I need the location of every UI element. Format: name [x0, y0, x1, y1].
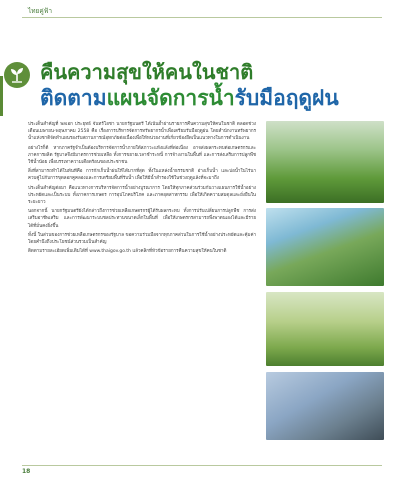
title-part-c: รับมือฤดูฝน [234, 86, 339, 110]
title-accent-bar [0, 76, 3, 116]
paragraph: ประเด็นสำคัญที่ พลเอก ประยุทธ์ จันทร์โอชา นายกรัฐมนตรี ได้เน้นย้ำผ่านรายการคืนความสุขให้คนในชาติ ตลอดช่วงเดือนเมษายน-พฤษภาคม 2558 คือ เรื่องการบริหารจัดการทรัพยากรน้ำเพื่อเตรียมรับมือฤดูฝน โดยสำนักงานทรัพยากรน้ำแห่งชาติจัดทำแผนรองรับสถานการณ์อุทกภัยต่อเนื่องเพื่อให้หน่วยงานที่เกี่ยวข้องยึดเป็นแนวทางในการดำเนินงาน [28, 122, 256, 142]
title-part-a: ติดตาม [40, 86, 107, 110]
paragraph: ทั้งนี้ ในส่วนของการช่วยเหลือเกษตรกรของรัฐบาล ขอความร่วมมือจากทุกภาคส่วนในการใช้น้ำอย่างประหยัดและคุ้มค่า โดยคำนึงถึงประโยชน์ส่วนรวมเป็นสำคัญ [28, 232, 256, 246]
rice-field-photo [266, 121, 384, 203]
title-part-b: แผนจัดการน้ำ [106, 86, 235, 110]
paragraph: ติดตามรายละเอียดเพิ่มเติมได้ที่ www.thaigov.go.th แล้วคลิกที่หัวข้อรายการคืนความสุขให้คนในชาติ [28, 249, 227, 255]
section-label: ไทยคู่ฟ้า [28, 7, 52, 15]
paragraph: ประเด็นสำคัญต่อมา คือแนวทางการบริหารจัดการน้ำอย่างบูรณาการ โดยให้ทุกภาคส่วนร่วมกันวางแผนการใช้น้ำอย่างประหยัดและเป็นระบบ ทั้งภาคการเกษตร การอุปโภคบริโภค และภาคอุตสาหกรรม เพื่อให้เกิดความสมดุลและยั่งยืนในระยะยาว [28, 185, 256, 206]
article-title-line2 [40, 82, 339, 115]
irrigation-sprinkler-photo [266, 208, 384, 286]
page-number: 18 [22, 468, 31, 475]
article-title-line1: คืนความสุขให้คนในชาติ [40, 60, 254, 84]
article-body [28, 121, 256, 257]
paragraph: สิ่งที่สามารถทำได้ในทันทีคือ การกักเก็บน้ำฝนให้ได้มากที่สุด ทั้งในแหล่งน้ำธรรมชาติ อ่างเก็บน้ำ และบ่อน้ำในไร่นา ควบคู่ไปกับการขุดลอกคูคลองและการเตรียมพื้นที่รับน้ำ เพื่อให้มีน้ำสำรองใช้ในช่วงฤดูแล้งที่จะมาถึง [28, 169, 256, 182]
crop-field-photo [266, 292, 384, 366]
footer-rule [22, 465, 382, 466]
header-rule [22, 17, 382, 18]
water-pipes-photo [266, 372, 384, 440]
sprout-icon [4, 62, 30, 88]
paragraph: นอกจากนี้ นายกรัฐมนตรียังได้กล่าวถึงการช่วยเหลือเกษตรกรผู้ได้รับผลกระทบ ทั้งการปรับเปลี่ยนการปลูกพืช การส่งเสริมอาชีพเสริม และการพัฒนาระบบชลประทานขนาดเล็กในพื้นที่ เพื่อให้เกษตรกรสามารถพึ่งพาตนเองได้และมีรายได้ที่มั่นคงยิ่งขึ้น [28, 209, 256, 229]
paragraph: อย่างไรก็ดี หากภาครัฐจำเป็นต้องบริหารจัดการน้ำภายใต้สภาวะแห้งแล้งที่ต่อเนื่อง อาจส่งผลกระทบต่อเกษตรกรและภาคการผลิต รัฐบาลจึงมีมาตรการช่วยเหลือ ทั้งการขยายเวลาชำระหนี้ การจ้างงานในพื้นที่ และการส่งเสริมการปลูกพืชใช้น้ำน้อย เพื่อบรรเทาความเดือดร้อนของประชาชน [28, 145, 256, 166]
